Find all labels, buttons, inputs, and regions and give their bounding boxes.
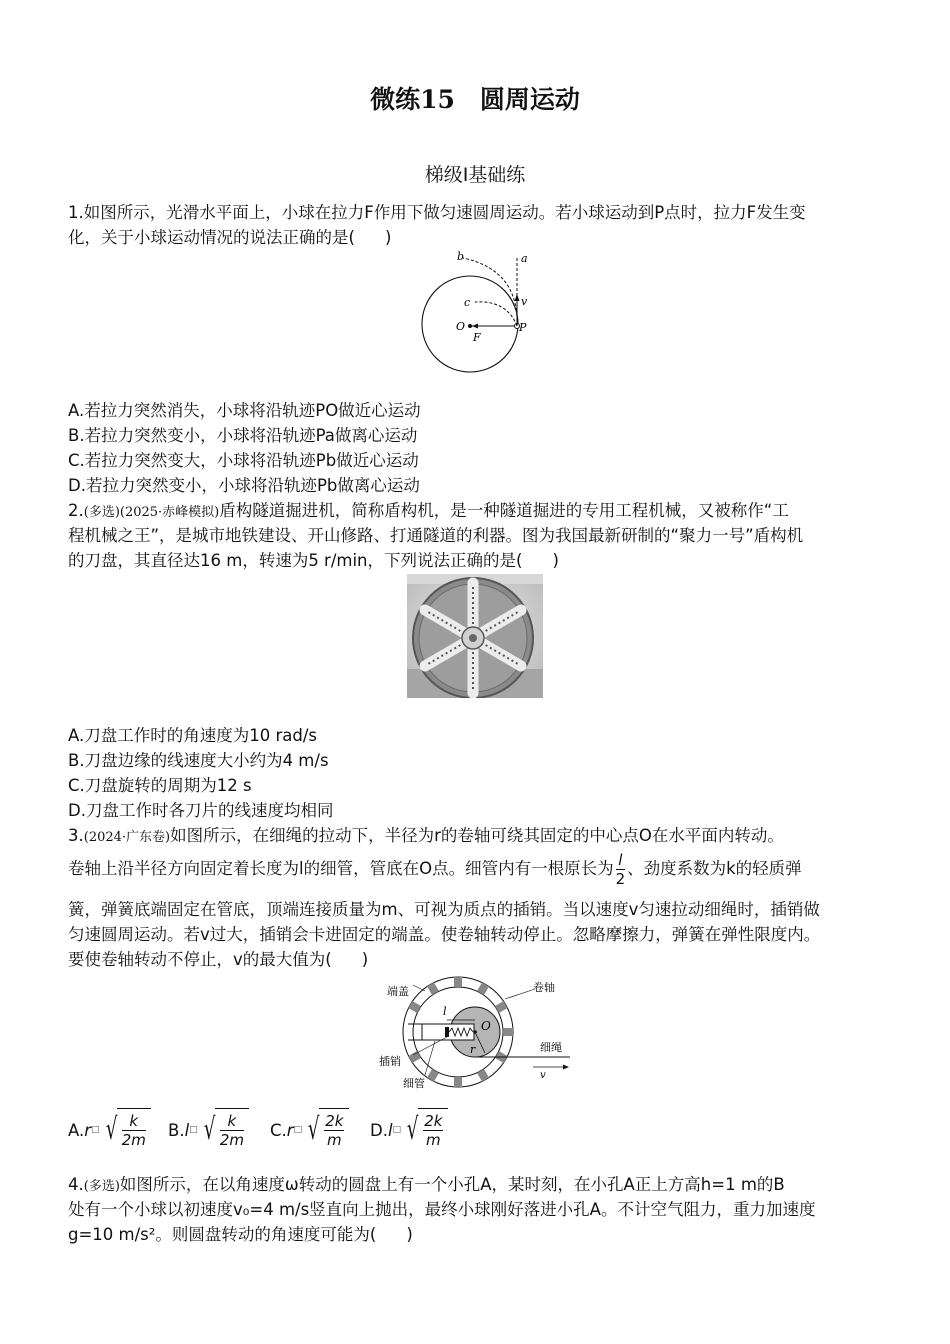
svg-text:v: v [540,1070,546,1081]
q3-option-c: C. r □ √ $\frac{2k}{m}$ [270,1108,349,1152]
q2-option-b: B.刀盘边缘的线速度大小约为4 m/s [68,751,329,770]
q2-option-c: C.刀盘旋转的周期为12 s [68,776,252,795]
q3-reel-figure [375,975,575,1095]
page-title: 微练15 圆周运动 [370,85,580,114]
q1-option-a: A.若拉力突然消失，小球将沿轨迹PO做近心运动 [68,401,421,420]
q3-fraction-half-l: $\frac{l}{2}$ [615,851,626,888]
svg-text:卷轴: 卷轴 [533,981,555,994]
svg-text:O: O [456,320,466,333]
svg-text:l: l [443,1005,447,1018]
svg-text:细管: 细管 [403,1077,425,1090]
svg-text:F: F [473,331,481,344]
q3-option-d: D. l □ √ $\frac{2k}{m}$ [370,1108,448,1152]
svg-text:c: c [464,296,471,309]
q1-circular-motion-figure [415,250,550,375]
svg-text:端盖: 端盖 [387,985,409,998]
q2-cutter-head-photo [407,574,543,698]
svg-text:v: v [521,295,528,308]
svg-text:细绳: 细绳 [540,1041,562,1054]
svg-text:O: O [481,1019,491,1033]
q2-text-line3: 的刀盘，其直径达16 m，转速为5 r/min，下列说法正确的是( ) [68,551,559,570]
q2-option-d: D.刀盘工作时各刀片的线速度均相同 [68,801,334,820]
sqrt-symbol: √ $\frac{k}{2m}$ [102,1108,151,1152]
q1-text-line2: 化，关于小球运动情况的说法正确的是( ) [68,228,392,247]
q4-text-line2: 处有一个小球以初速度v₀=4 m/s竖直向上抛出，最终小球刚好落进小孔A。不计空气阻力，重力加速度 [68,1200,816,1219]
q3-text-line2: 卷轴上沿半径方向固定着长度为l的细管，管底在O点。细管内有一根原长为 $\frac{l}{2}$ 、劲度系数为k的轻质弹 [68,851,802,888]
q2-text-line1: 2.(多选)(2025·赤峰模拟)盾构隧道掘进机，简称盾构机，是一种隧道掘进的专用工程机械，又被称作“工 [68,501,789,520]
svg-text:b: b [457,250,465,263]
q3-option-a: A. r □ √ $\frac{k}{2m}$ [68,1108,151,1152]
section-subtitle: 梯级Ⅰ基础练 [424,164,526,186]
q1-option-b: B.若拉力突然变小，小球将沿轨迹Pa做离心运动 [68,426,418,445]
q3-option-b: B. l □ √ $\frac{k}{2m}$ [168,1108,249,1152]
q3-text-line5: 要使卷轴转动不停止，v的最大值为( ) [68,950,369,969]
q4-text-line1: 4.(多选)如图所示，在以角速度ω转动的圆盘上有一个小孔A，某时刻，在小孔A正上方高h=1 m的B [68,1175,785,1194]
svg-text:r: r [470,1043,476,1056]
sqrt-symbol: √ $\frac{2k}{m}$ [304,1108,349,1152]
sqrt-symbol: √ $\frac{k}{2m}$ [200,1108,249,1152]
q4-text-line3: g=10 m/s²。则圆盘转动的角速度可能为( ) [68,1225,413,1244]
svg-text:P: P [519,321,527,334]
q3-text-line4: 匀速圆周运动。若v过大，插销会卡进固定的端盖。使卷轴转动停止。忽略摩擦力，弹簧在弹性限度内。 [68,925,821,944]
sqrt-symbol: √ $\frac{2k}{m}$ [403,1108,448,1152]
q2-option-a: A.刀盘工作时的角速度为10 rad/s [68,726,318,745]
svg-text:a: a [521,252,528,265]
svg-text:插销: 插销 [379,1055,401,1068]
q3-text-line3: 簧，弹簧底端固定在管底，顶端连接质量为m、可视为质点的插销。当以速度v匀速拉动细绳时，插销做 [68,900,820,919]
q1-option-d: D.若拉力突然变小，小球将沿轨迹Pb做离心运动 [68,476,420,495]
q1-text-line1: 1.如图所示，光滑水平面上，小球在拉力F作用下做匀速圆周运动。若小球运动到P点时，拉力F发生变 [68,203,806,222]
q1-option-c: C.若拉力突然变大，小球将沿轨迹Pb做近心运动 [68,451,419,470]
q3-text-line1: 3.(2024·广东卷)如图所示，在细绳的拉动下，半径为r的卷轴可绕其固定的中心点O在水平面内转动。 [68,826,784,845]
q2-text-line2: 程机械之王”，是城市地铁建设、开山修路、打通隧道的利器。图为我国最新研制的“聚力一号”盾构机 [68,526,804,545]
